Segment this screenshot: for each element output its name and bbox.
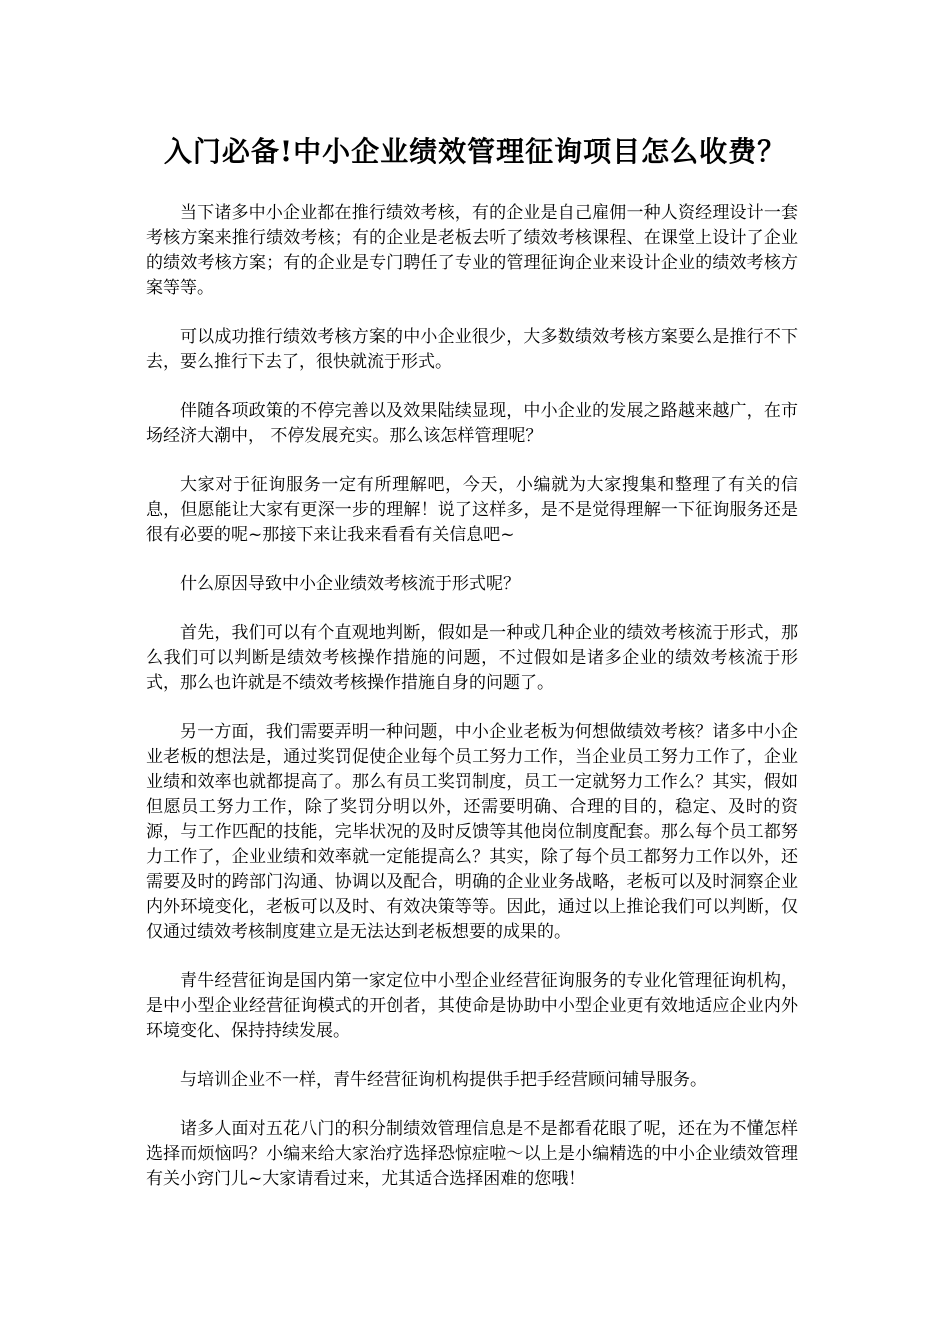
paragraph: 与培训企业不一样，青牛经营征询机构提供手把手经营顾问辅导服务。 (180, 1070, 707, 1090)
paragraph: 另一方面，我们需要弄明一种问题，中小企业老板为何想做绩效考核？诸多中小企业老板的想法是，通过奖罚促使企业每个员工努力工作，当企业员工努力工作了，企业业绩和效率也就都提高了。那么有员工奖罚制度，员工一定就努力工作么？其实，假如但愿员工努力工作，除了奖罚分明以外，还需要明确、合理的目的，稳定、及时的资源，与工作匹配的技能，完毕状况的及时反馈等其他岗位制度配套。那么每个员工都努力工作了，企业业绩和效率就一定能提高么？其实，除了每个员工都努力工作以外，还需要及时的跨部门沟通、协调以及配合，明确的企业业务战略，老板可以及时洞察企业内外环境变化，老板可以及时、有效决策等等。因此，通过以上推论我们可以判断，仅仅通过绩效考核制度建立是无法达到老板想要的成果的。 (146, 722, 798, 942)
paragraph: 首先，我们可以有个直观地判断，假如是一种或几种企业的绩效考核流于形式，那么我们可以判断是绩效考核操作措施的问题，不过假如是诸多企业的绩效考核流于形式，那么也许就是不绩效考核操作措施自身的问题了。 (146, 623, 798, 693)
paragraph: 当下诸多中小企业都在推行绩效考核，有的企业是自己雇佣一种人资经理设计一套考核方案来推行绩效考核；有的企业是老板去听了绩效考核课程、在课堂上设计了企业的绩效考核方案；有的企业是专门聘任了专业的管理征询企业来设计企业的绩效考核方案等等。 (146, 203, 798, 298)
paragraph: 伴随各项政策的不停完善以及效果陆续显现，中小企业的发展之路越来越广，在市场经济大潮中， 不停发展充实。那么该怎样管理呢？ (146, 401, 798, 446)
document-title: 入门必备!中小企业绩效管理征询项目怎么收费？ (163, 135, 787, 168)
paragraph: 什么原因导致中小企业绩效考核流于形式呢？ (180, 574, 520, 594)
paragraph: 青牛经营征询是国内第一家定位中小型企业经营征询服务的专业化管理征询机构，是中小型企业经营征询模式的开创者，其使命是协助中小型企业更有效地适应企业内外环境变化、保持持续发展。 (146, 971, 798, 1041)
paragraph: 可以成功推行绩效考核方案的中小企业很少，大多数绩效考核方案要么是推行不下去，要么推行下去了，很快就流于形式。 (146, 327, 798, 372)
paragraph: 诸多人面对五花八门的积分制绩效管理信息是不是都看花眼了呢，还在为不懂怎样选择而烦恼吗？小编来给大家治疗选择恐惊症啦～以上是小编精选的中小企业绩效管理有关小窍门儿~大家请看过来，尤其适合选择困难的您哦！ (146, 1119, 798, 1189)
paragraph: 大家对于征询服务一定有所理解吧，今天，小编就为大家搜集和整理了有关的信息，但愿能让大家有更深一步的理解！说了这样多，是不是觉得理解一下征询服务还是很有必要的呢~那接下来让我来看看有关信息吧~ (146, 475, 798, 545)
document-body (146, 201, 798, 1216)
